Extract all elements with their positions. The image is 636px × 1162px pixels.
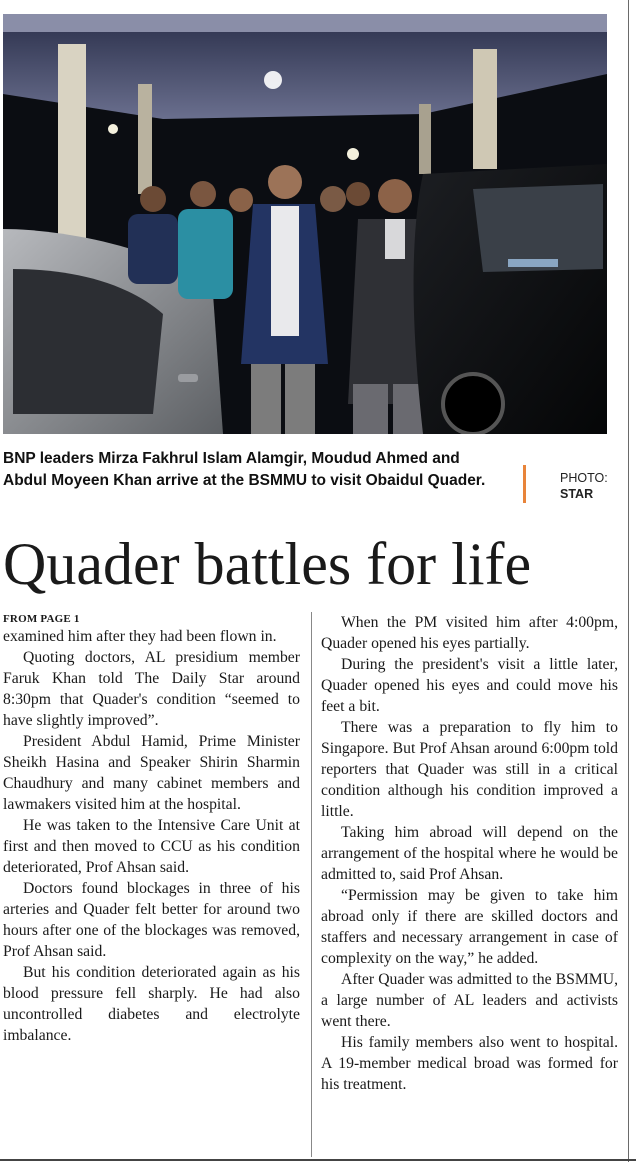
article-column-left — [3, 612, 300, 1046]
photo-credit-source: STAR — [560, 487, 594, 501]
photo-credit — [560, 470, 608, 502]
article-headline: Quader battles for life — [3, 531, 532, 597]
photo-credit-label: PHOTO: — [560, 471, 608, 485]
article-paragraph: Taking him abroad will depend on the arrangement of the hospital where he would be admitted to, said Prof Ahsan. — [321, 824, 618, 883]
article-paragraph: There was a preparation to fly him to Singapore. But Prof Ahsan around 6:00pm told reporters that Quader was still in a critical condition although his condition improved a little. — [321, 719, 618, 820]
continuation-label: FROM PAGE 1 — [3, 613, 80, 625]
caption-accent-bar — [523, 465, 526, 503]
column-divider — [311, 612, 312, 1157]
news-photo — [3, 14, 607, 434]
article-column-right — [321, 612, 618, 1095]
article-paragraph: After Quader was admitted to the BSMMU, a large number of AL leaders and activists went there. — [321, 971, 618, 1030]
article-paragraph: During the president's visit a little later, Quader opened his eyes and could move his feet a bit. — [321, 656, 618, 715]
article-paragraph: His family members also went to hospital. A 19-member medical broad was formed for his treatment. — [321, 1034, 618, 1093]
article-paragraph: When the PM visited him after 4:00pm, Quader opened his eyes partially. — [321, 614, 618, 652]
article-paragraph: He was taken to the Intensive Care Unit at first and then moved to CCU as his condition deteriorated, Prof Ahsan said. — [3, 817, 300, 876]
article-paragraph: “Permission may be given to take him abroad only if there are skilled doctors and staffers and necessary arrangement in case of complexity on the way,” he added. — [321, 887, 618, 967]
article-paragraph: But his condition deteriorated again as his blood pressure fell sharply. He had also uncontrolled diabetes and electrolyte imbalance. — [3, 964, 300, 1044]
news-photo-illustration — [3, 14, 607, 434]
photo-caption: BNP leaders Mirza Fakhrul Islam Alamgir, Moudud Ahmed and Abdul Moyeen Khan arrive at the BSMMU to visit Obaidul Quader. — [3, 450, 486, 489]
bottom-rule — [0, 1159, 636, 1161]
article-paragraph: examined him after they had been flown in. — [3, 628, 277, 645]
article-paragraph: Doctors found blockages in three of his arteries and Quader felt better for around two hours after one of the blockages was removed, Prof Ahsan said. — [3, 880, 300, 960]
article-paragraph: Quoting doctors, AL presidium member Faruk Khan told The Daily Star around 8:30pm that Quader's condition “seemed to have slightly improved”. — [3, 649, 300, 729]
article-paragraph: President Abdul Hamid, Prime Minister Sheikh Hasina and Speaker Shirin Sharmin Chaudhury and many cabinet members and lawmakers visited him at the hospital. — [3, 733, 300, 813]
